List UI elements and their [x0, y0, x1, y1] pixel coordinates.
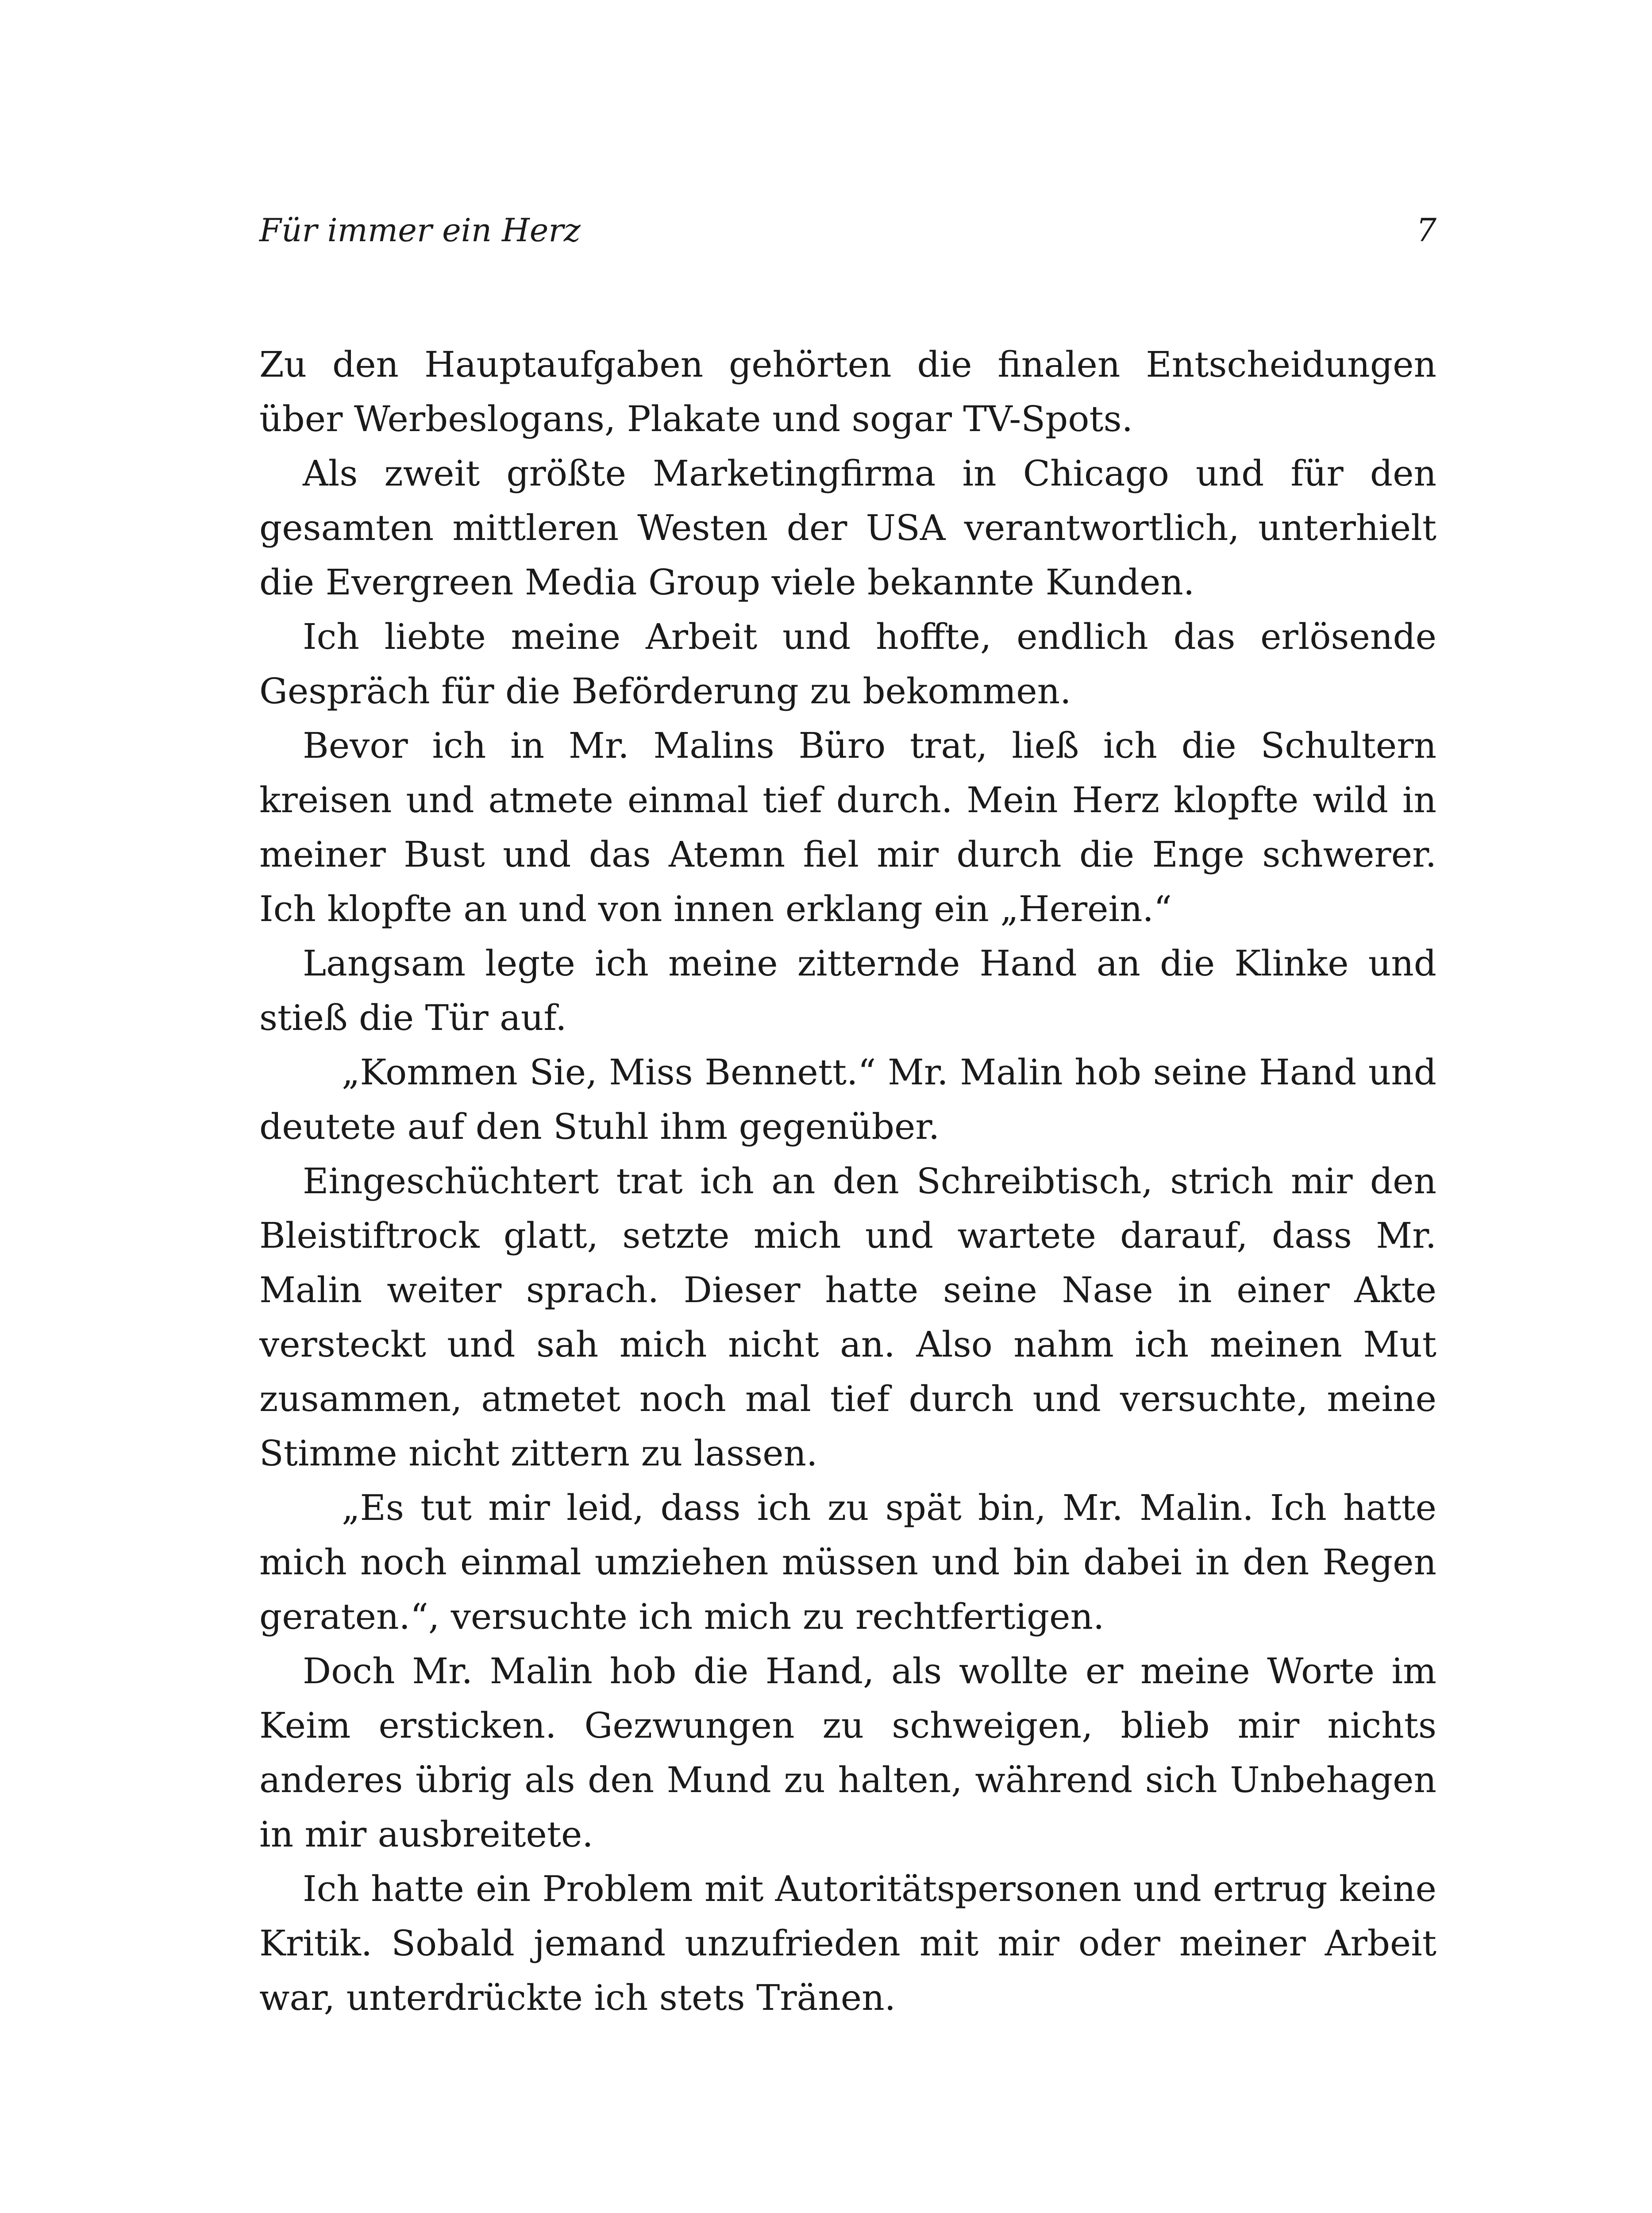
page-number: 7 — [1416, 212, 1436, 249]
paragraph: Eingeschüchtert trat ich an den Schreibtisch, strich mir den Bleistiftrock glatt, setzte mich und wartete darauf, dass Mr. Malin weiter sprach. Dieser hatte seine Nase in einer Akte versteckt und sah mich nicht an. Also nahm ich meinen Mut zusammen, atmetet noch mal tief durch und versuchte, meine Stimme nicht zittern zu lassen. — [259, 1160, 1436, 1474]
paragraph: Doch Mr. Malin hob die Hand, als wollte er meine Worte im Keim ersticken. Gezwungen zu schweigen, blieb mir nichts anderes übrig als den Mund zu halten, während sich Unbehagen in mir ausbreitete. — [259, 1650, 1436, 1855]
body-text — [259, 337, 1436, 2025]
book-title: Für immer ein Herz — [259, 212, 581, 249]
paragraph: Langsam legte ich meine zitternde Hand an die Klinke und stieß die Tür auf. — [259, 943, 1436, 1038]
paragraph: „Kommen Sie, Miss Bennett.“ Mr. Malin hob seine Hand und deutete auf den Stuhl ihm gegenüber. — [259, 1052, 1436, 1147]
paragraph: Bevor ich in Mr. Malins Büro trat, ließ ich die Schultern kreisen und atmete einmal tief durch. Mein Herz klopfte wild in meiner Bust und das Atemn fiel mir durch die Enge schwerer. Ich klopfte an und von innen erklang ein „Herein.“ — [259, 725, 1436, 929]
running-header — [259, 208, 1436, 261]
paragraph: Als zweit größte Marketingfirma in Chicago und für den gesamten mittleren Westen der USA verantwortlich, unterhielt die Evergreen Media Group viele bekannte Kunden. — [259, 453, 1436, 603]
paragraph: „Es tut mir leid, dass ich zu spät bin, Mr. Malin. Ich hatte mich noch einmal umziehen müssen und bin dabei in den Regen geraten.“, versuchte ich mich zu rechtfertigen. — [259, 1487, 1436, 1637]
paragraph: Ich hatte ein Problem mit Autoritätspersonen und ertrug keine Kritik. Sobald jemand unzufrieden mit mir oder meiner Arbeit war, unterdrückte ich stets Tränen. — [259, 1868, 1436, 2018]
paragraph: Ich liebte meine Arbeit und hoffte, endlich das erlösende Gespräch für die Beförderung zu bekommen. — [259, 616, 1436, 712]
paragraph: Zu den Hauptaufgaben gehörten die finalen Entscheidungen über Werbeslogans, Plakate und sogar TV-Spots. — [259, 344, 1436, 440]
